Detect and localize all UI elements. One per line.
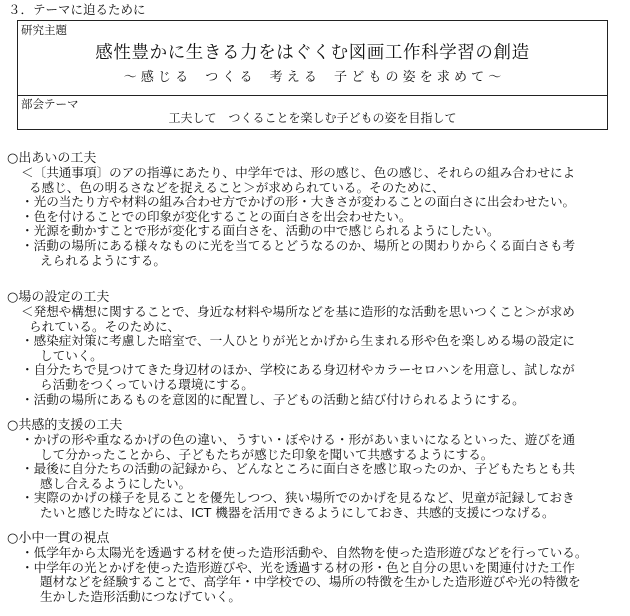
- bullet-item: ・色を付けることでの印象が変化することの面白さを出会わせたい。: [21, 208, 412, 224]
- bullet-item: ・実際のかげの様子を見ることを優先しつつ、狭い場所でのかげを見るなど、児童が記録しておき: [21, 490, 575, 506]
- section-line: られている。そのために、: [29, 318, 181, 334]
- section-title: ○出あいの工夫: [7, 151, 97, 166]
- bullet-item-continuation: 感し合えるようにしたい。: [40, 475, 192, 491]
- bullet-item-continuation: 生かした造形活動につなげていく。: [40, 588, 241, 604]
- bullet-item: ・光の当たり方や材料の組み合わせ方でかげの形・大きさが変わることの面白さに出会わせたい。: [21, 194, 576, 210]
- bullet-item: ・活動の場所にある様々なものに光を当てるとどうなるのか、場所との関わりからくる面白さも考: [21, 237, 576, 253]
- subcommittee-theme-label: 部会テーマ: [21, 97, 79, 111]
- research-subtitle: ～ 感 じ る つ く る 考 え る 子 ど も の 姿 を 求 め て ～: [123, 70, 502, 85]
- section-elementary-junior-high-continuity: [7, 531, 622, 604]
- bullet-item: ・活動の場所にあるものを意図的に配置し、子どもの活動と結び付けられるようにする。: [21, 391, 525, 407]
- theme-box-divider: [18, 95, 607, 96]
- research-main-title: 感性豊かに生きる力をはぐくむ図画工作科学習の創造: [95, 43, 530, 63]
- section-title: ○場の設定の工夫: [7, 290, 110, 305]
- section-empathy-support: [7, 418, 622, 521]
- section-setting: [7, 290, 622, 407]
- bullet-item-continuation: して分かったことから、子どもたちが感じた印象を聞いて共感するようにする。: [40, 446, 494, 462]
- section-line: ＜〔共通事項〕のアの指導にあたり、中学年では、形の感じ、色の感じ、それらの組み合わせによ: [21, 165, 576, 180]
- section-heading: ３．テーマに迫るために: [8, 2, 146, 17]
- bullet-item-continuation: たいと感じた時などには、ICT 機器を活用できるようにしておき、共感的支援につなげる。: [40, 504, 555, 520]
- bullet-item: ・中学年の光とかげを使った造形遊びや、光を透過する材の形・色と自分の思いを関連付けた工作: [21, 559, 575, 575]
- bullet-item-continuation: 題材などを経験することで、高学年・中学校での、場所の特徴を生かした造形遊びや光の特徴を: [40, 574, 581, 590]
- subcommittee-theme-text: 工夫して つくることを楽しむ子どもの姿を目指して: [168, 111, 457, 125]
- research-theme-box: [17, 20, 608, 130]
- bullet-item: ・感染症対策に考慮した暗室で、一人ひとりが光とかげから生まれる形や色を楽しめる場の設定に: [21, 333, 575, 349]
- section-title: ○小中一貫の視点: [7, 531, 110, 546]
- bullet-item: ・光源を動かすことで形が変化する面白さを、活動の中で感じられるようにしたい。: [21, 223, 500, 239]
- section-encounter: [7, 151, 622, 268]
- section-line: ＜発想や構想に関することで、身近な材料や場所などを基に造形的な活動を思いつくこと＞が求め: [21, 304, 575, 319]
- bullet-item-continuation: ら活動をつくっていける環境にする。: [40, 376, 254, 392]
- bullet-item-continuation: えられるようにする。: [40, 252, 166, 268]
- bullet-item: ・自分たちで見つけてきた身辺材のほか、学校にある身辺材やカラーセロハンを用意し、試しなが: [21, 362, 575, 378]
- bullet-item: ・低学年から太陽光を透過する材を使った造形活動や、自然物を使った造形遊びなどを行っている。: [21, 545, 588, 560]
- bullet-item-continuation: していく。: [40, 347, 103, 363]
- bullet-item: ・かげの形や重なるかげの色の違い、うすい・ぼやける・形があいまいになるといった、遊びを通: [21, 432, 576, 447]
- bullet-item: ・最後に自分たちの活動の記録から、どんなところに面白さを感じ取ったのか、子どもたちとも共: [21, 461, 576, 477]
- section-title: ○共感的支援の工夫: [7, 418, 123, 433]
- section-line: る感じ、色の明るさなどを捉えること＞が求められている。そのために、: [29, 179, 445, 195]
- research-theme-label: 研究主題: [21, 23, 67, 37]
